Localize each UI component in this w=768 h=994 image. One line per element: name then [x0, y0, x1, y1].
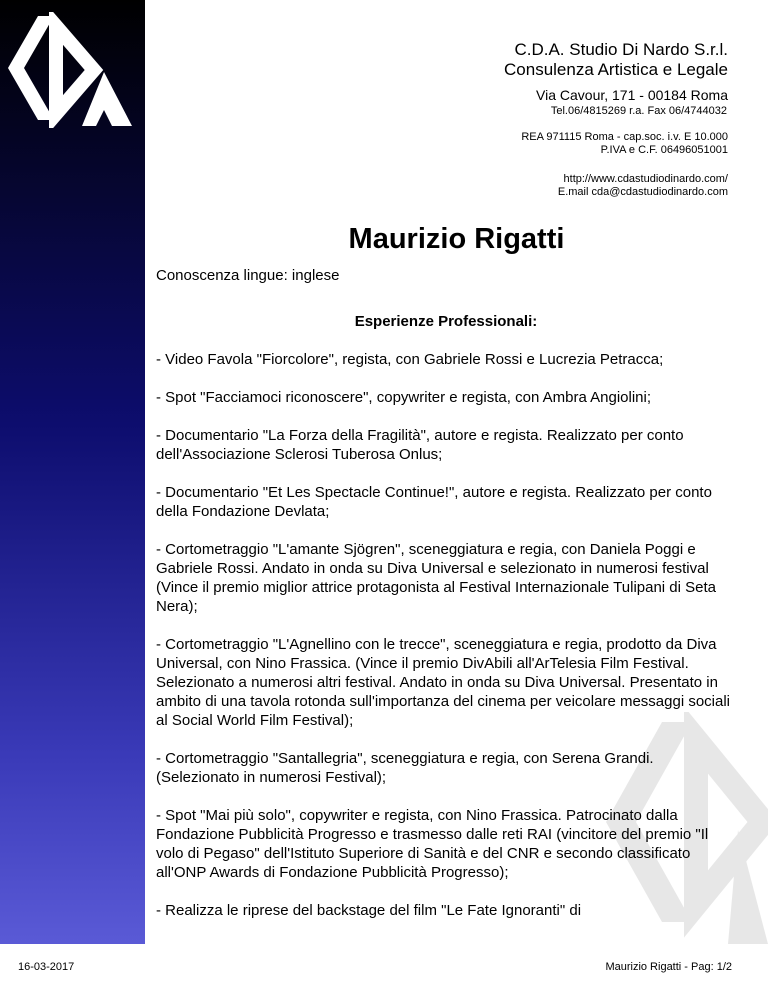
footer-date: 16-03-2017 — [18, 961, 75, 973]
sidebar-band — [0, 0, 145, 944]
company-subtitle: Consulenza Artistica e Legale — [504, 60, 728, 79]
experience-item: - Realizza le riprese del backstage del film "Le Fate Ignoranti" di — [156, 902, 582, 919]
page-title: Maurizio Rigatti — [348, 223, 565, 255]
experience-item: - Spot "Mai più solo", copywriter e regista, con Nino Frassica. Patrocinato dalla Fondazione Pubblicità Progresso e trasmesso dalle reti RAI (vincitore del premio "Il volo di Pegaso" dell'Istituto Superiore di Sanità e del CNR e secondo classificato all'ONP Awards di Fondazione Pubblicità Progresso); — [156, 807, 709, 881]
company-header — [504, 40, 728, 199]
experience-item: - Documentario "Et Les Spectacle Continue!", autore e regista. Realizzato per conto della Fondazione Devlata; — [156, 484, 712, 520]
section-title: Esperienze Professionali: — [354, 313, 538, 330]
company-email-link[interactable]: E.mail cda@cdastudiodinardo.com — [557, 186, 728, 198]
experience-item: - Video Favola "Fiorcolore", regista, con Gabriele Rossi e Lucrezia Petracca; — [156, 351, 664, 368]
experience-item: - Spot "Facciamoci riconoscere", copywriter e regista, con Ambra Angiolini; — [156, 389, 652, 406]
experience-item: - Cortometraggio "L'Agnellino con le trecce", sceneggiatura e regia, prodotto da Diva Universal, con Nino Frassica. (Vince il premio DivAbili all'ArTelesia Film Festival. Selezionato a numerosi altri festival. Andato in onda su Diva Universal. Presentato in ambito di una tavola rotonda sull'importanza del cinema per veicolare messaggi sociali al Social World Film Festival); — [156, 636, 730, 729]
footer-page-number: Maurizio Rigatti - Pag: 1/2 — [605, 961, 732, 973]
company-rea: REA 971115 Roma - cap.soc. i.v. E 10.000 — [521, 131, 728, 143]
company-address: Via Cavour, 171 - 00184 Roma — [536, 87, 728, 103]
cda-logo-icon — [4, 12, 136, 128]
document-body — [156, 266, 736, 939]
experience-item: - Cortometraggio "L'amante Sjögren", sceneggiatura e regia, con Daniela Poggi e Gabriele Rossi. Andato in onda su Diva Universal e selezionato in numerosi festival (Vince il premio miglior attrice protagonista al Festival Internazionale Tulipani di Seta Nera); — [156, 541, 717, 615]
company-website-link[interactable]: http://www.cdastudiodinardo.com/ — [563, 173, 728, 185]
experience-item: - Documentario "La Forza della Fragilità", autore e regista. Realizzato per conto dell'Associazione Sclerosi Tuberosa Onlus; — [156, 427, 684, 463]
experience-item: - Cortometraggio "Santallegria", sceneggiatura e regia, con Serena Grandi. (Selezionato in numerosi Festival); — [156, 750, 654, 786]
company-piva: P.IVA e C.F. 06496051001 — [600, 144, 728, 156]
languages-line: Conoscenza lingue: inglese — [156, 267, 340, 284]
company-phone: Tel.06/4815269 r.a. Fax 06/4744032 — [550, 105, 727, 117]
company-name: C.D.A. Studio Di Nardo S.r.l. — [514, 40, 728, 59]
